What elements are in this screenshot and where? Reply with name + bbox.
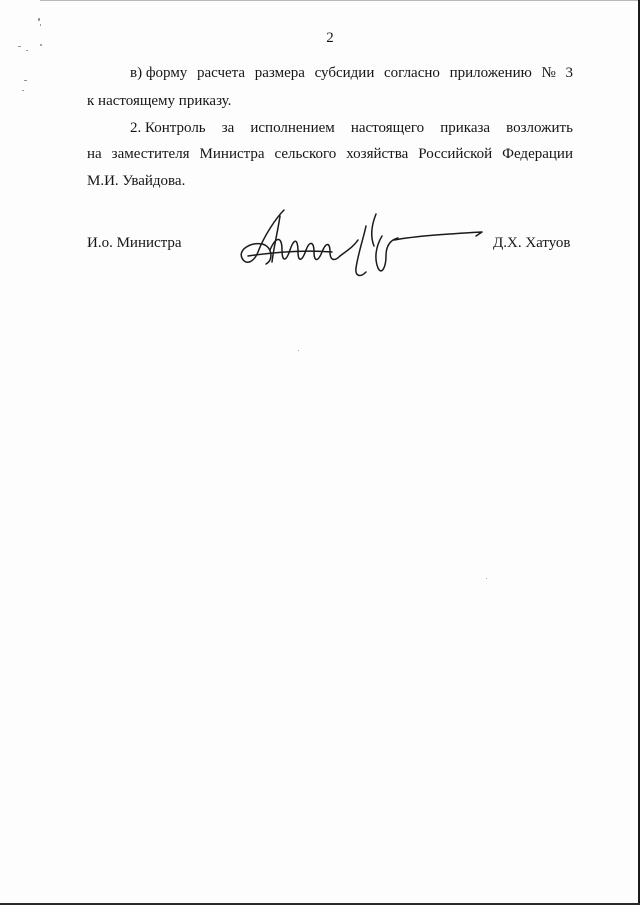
- word: на: [87, 146, 102, 162]
- word: №: [541, 65, 556, 81]
- paragraph-item-2-line-2: [87, 145, 573, 163]
- scan-speck: [40, 24, 41, 26]
- scan-speck: [22, 90, 24, 91]
- paragraph-item-2-line-3: М.И. Увайдова.: [87, 173, 186, 189]
- paragraph-item-2-line-1: [130, 119, 573, 137]
- word: согласно: [384, 65, 440, 81]
- word: сельского: [274, 146, 337, 162]
- word: размера: [254, 65, 305, 81]
- scan-speck: [24, 80, 27, 81]
- signatory-name: Д.Х. Хатуов: [493, 235, 571, 251]
- word: 3: [565, 65, 573, 81]
- word: Федерации: [502, 146, 573, 162]
- scan-speck: [26, 50, 28, 51]
- paragraph-item-v-line-1: [130, 64, 573, 82]
- scan-speck: [486, 578, 487, 579]
- page-number: 2: [326, 30, 334, 46]
- scan-speck: [298, 350, 299, 351]
- word: субсидии: [314, 65, 375, 81]
- word: Министра: [199, 146, 265, 162]
- word: хозяйства: [346, 146, 409, 162]
- word: за: [221, 120, 235, 136]
- word: приказа: [440, 120, 491, 136]
- signatory-title: И.о. Министра: [87, 235, 182, 251]
- word: 2. Контроль: [130, 120, 206, 136]
- word: в) форму: [130, 65, 188, 81]
- word: заместителя: [111, 146, 190, 162]
- word: настоящего: [350, 120, 425, 136]
- scan-edge-top: [40, 0, 640, 1]
- word: исполнением: [250, 120, 335, 136]
- word: возложить: [506, 120, 573, 136]
- scan-speck: [38, 18, 40, 21]
- word: приложению: [449, 65, 532, 81]
- paragraph-item-v-line-2: к настоящему приказу.: [87, 93, 232, 109]
- handwritten-signature: [236, 206, 486, 288]
- word: расчета: [196, 65, 246, 81]
- word: Российской: [418, 146, 493, 162]
